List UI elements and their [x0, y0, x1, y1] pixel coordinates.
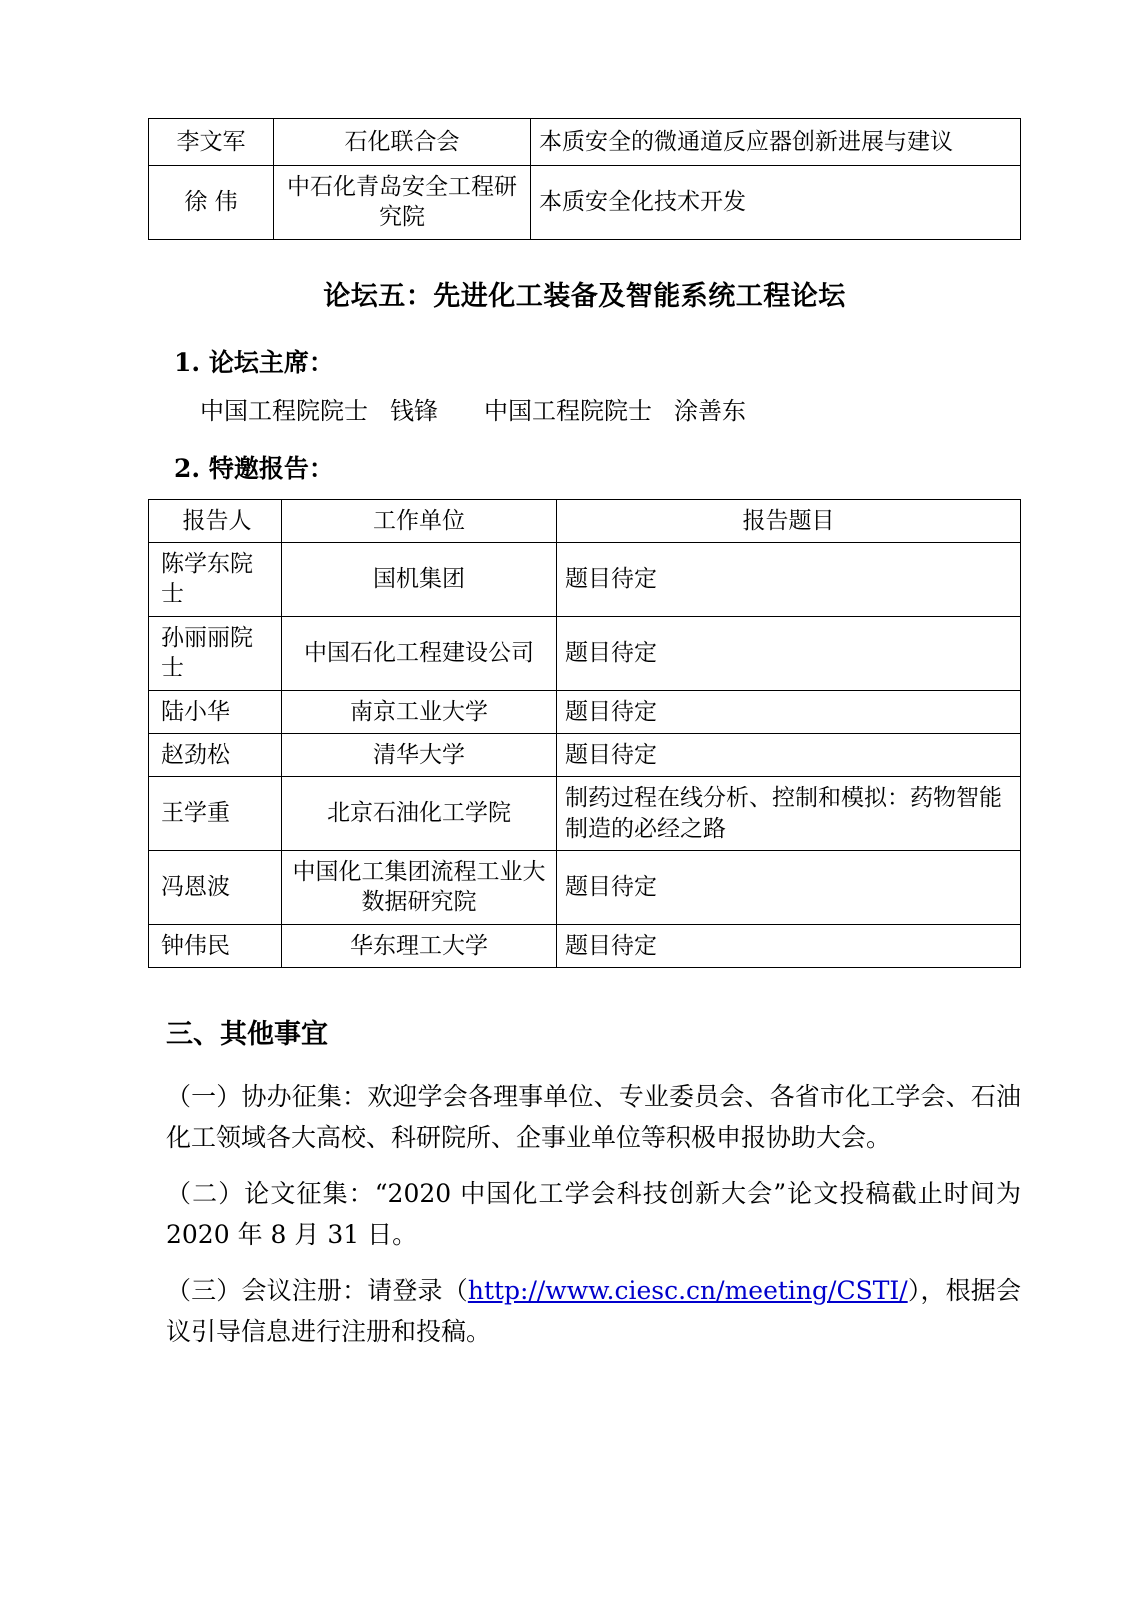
other-paragraph-1: （一）协办征集：欢迎学会各理事单位、专业委员会、各省市化工学会、石油化工领域各大高校、科研院所、企事业单位等积极申报协助大会。 — [166, 1082, 1021, 1152]
other-matters-heading: 三、其他事宜 — [166, 1019, 328, 1051]
registration-link[interactable]: http://www.ciesc.cn/meeting/CSTI/ — [467, 1276, 908, 1306]
speaker-org: 石化联合会 — [274, 119, 531, 166]
section-heading-chairs — [148, 343, 1021, 379]
forum-chairs — [148, 393, 1021, 429]
reporter-name: 陆小华 — [149, 690, 282, 733]
table-header-row — [149, 499, 1021, 542]
invited-reports-table — [148, 499, 1021, 968]
speaker-name: 徐 伟 — [149, 166, 274, 240]
reporter-name: 王学重 — [149, 777, 282, 851]
reporter-name: 冯恩波 — [149, 850, 282, 924]
chair-name: 钱锋 — [390, 396, 438, 425]
reporter-org: 华东理工大学 — [282, 924, 557, 967]
section-number: 2. — [174, 453, 201, 483]
speaker-org: 中石化青岛安全工程研究院 — [274, 166, 531, 240]
speaker-title: 本质安全化技术开发 — [531, 166, 1021, 240]
section-label: 论坛主席： — [208, 347, 334, 377]
speaker-name: 李文军 — [149, 119, 274, 166]
table-row — [149, 690, 1021, 733]
reporter-org: 南京工业大学 — [282, 690, 557, 733]
speaker-title: 本质安全的微通道反应器创新进展与建议 — [531, 119, 1021, 166]
chair-name: 涂善东 — [674, 396, 746, 425]
registration-second-line: 根据会议引导信息进行注册和投稿。 — [166, 1276, 1021, 1346]
chair-role: 中国工程院院士 — [484, 396, 652, 425]
reporter-name: 赵劲松 — [149, 733, 282, 776]
table-row — [149, 543, 1021, 617]
reporter-org: 中国石化工程建设公司 — [282, 616, 557, 690]
registration-paragraph — [148, 1271, 1021, 1352]
report-title: 题目待定 — [557, 924, 1021, 967]
table-row — [149, 616, 1021, 690]
report-title: 制药过程在线分析、控制和模拟：药物智能制造的必经之路 — [557, 777, 1021, 851]
table-row — [149, 924, 1021, 967]
other-paragraph-2: （二）论文征集：“2020 中国化工学会科技创新大会”论文投稿截止时间为 2020 年 8 月 31 日。 — [166, 1179, 1021, 1249]
table-row — [149, 166, 1021, 240]
column-header-report-title: 报告题目 — [557, 499, 1021, 542]
report-title: 题目待定 — [557, 733, 1021, 776]
section-number: 1. — [174, 347, 201, 377]
column-header-organization: 工作单位 — [282, 499, 557, 542]
reporter-org: 中国化工集团流程工业大数据研究院 — [282, 850, 557, 924]
reporter-name: 孙丽丽院士 — [149, 616, 282, 690]
section-heading-invited-reports — [148, 449, 1021, 485]
report-title: 题目待定 — [557, 616, 1021, 690]
chair-role: 中国工程院院士 — [200, 396, 368, 425]
reporter-org: 清华大学 — [282, 733, 557, 776]
reporter-name: 陈学东院士 — [149, 543, 282, 617]
reporter-org: 国机集团 — [282, 543, 557, 617]
table-row — [149, 777, 1021, 851]
reporter-org: 北京石油化工学院 — [282, 777, 557, 851]
reporter-name: 钟伟民 — [149, 924, 282, 967]
table-row — [149, 733, 1021, 776]
report-title: 题目待定 — [557, 690, 1021, 733]
forum-title: 论坛五：先进化工装备及智能系统工程论坛 — [323, 280, 846, 312]
registration-prefix: （三）会议注册：请登录（ — [166, 1276, 468, 1306]
column-header-reporter: 报告人 — [149, 499, 282, 542]
table-row — [149, 119, 1021, 166]
report-title: 题目待定 — [557, 850, 1021, 924]
table-row — [149, 850, 1021, 924]
report-title: 题目待定 — [557, 543, 1021, 617]
continued-speakers-table — [148, 118, 1021, 240]
section-label: 特邀报告： — [208, 453, 334, 483]
registration-suffix: ）， — [907, 1276, 946, 1306]
